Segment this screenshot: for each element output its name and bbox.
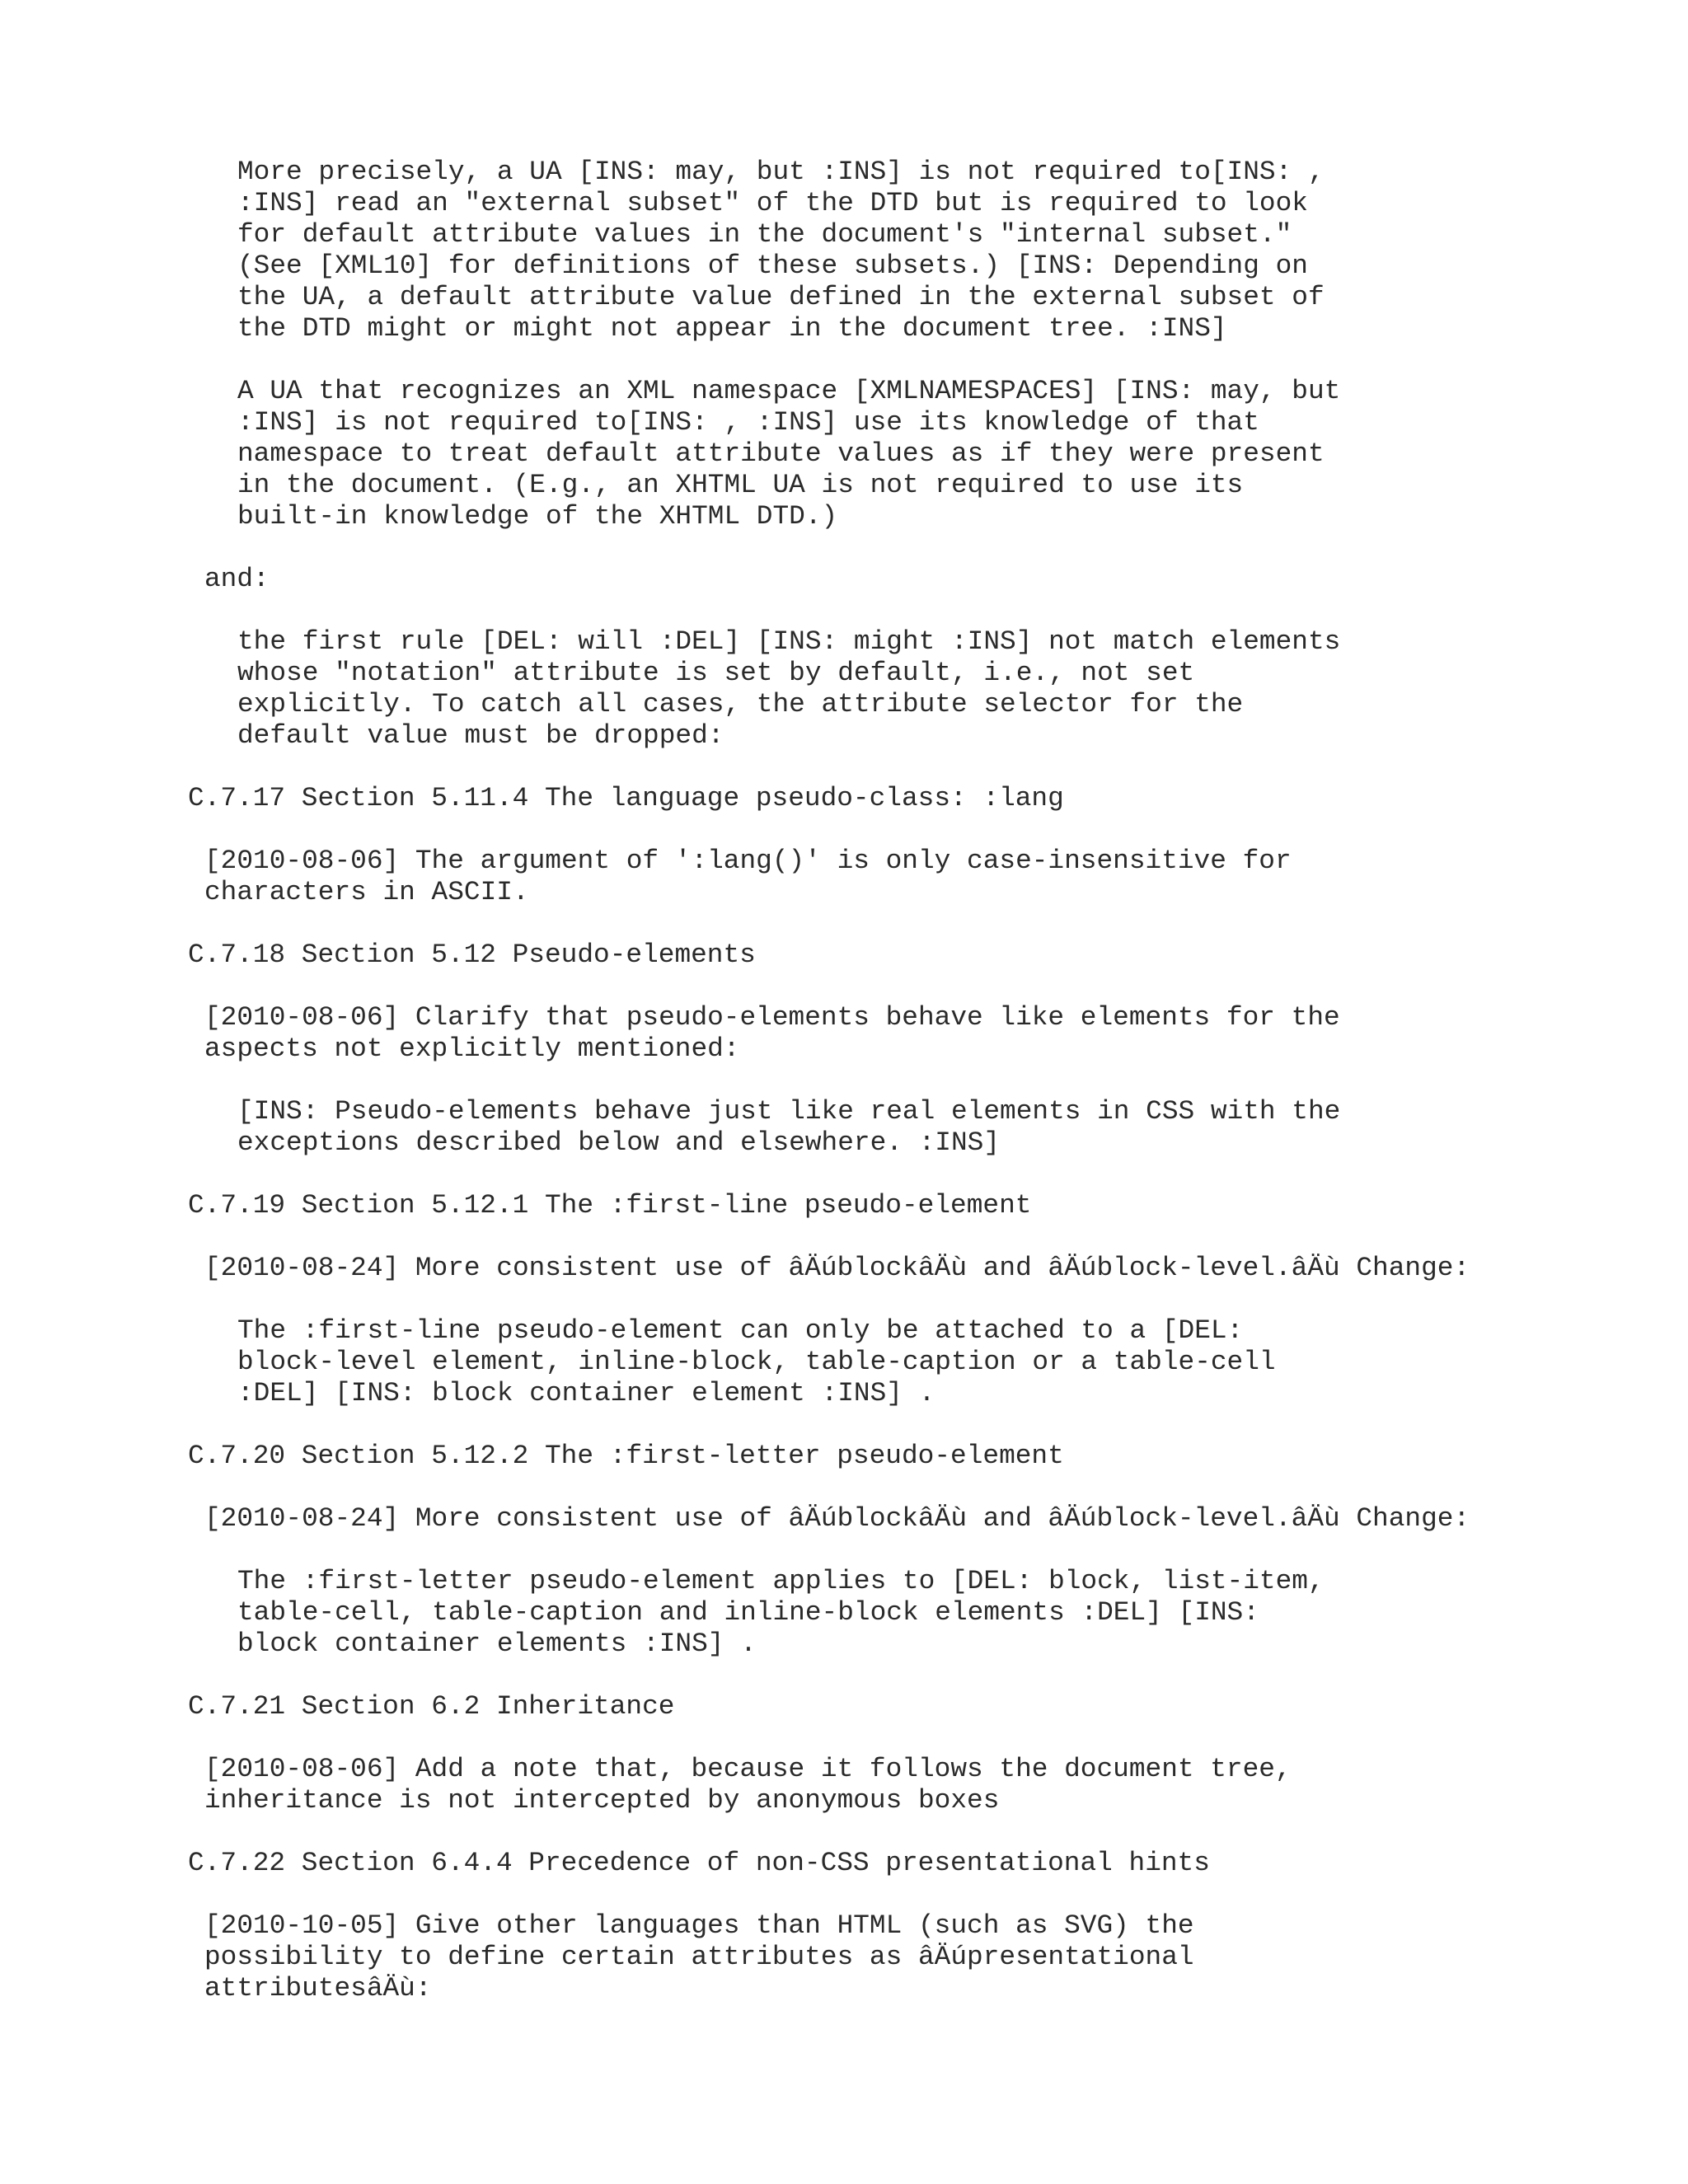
quoted-text-line: More precisely, a UA [INS: may, but :INS] is not required to[INS: , [237,157,1325,187]
quoted-text-line: default value must be dropped: [237,720,724,751]
paragraph-line: characters in ASCII. [204,877,529,907]
quoted-text-line: The :first-letter pseudo-element applies to [DEL: block, list-item, [237,1566,1325,1596]
quoted-text-line: in the document. (E.g., an XHTML UA is not required to use its [237,470,1244,500]
quoted-text-line: The :first-line pseudo-element can only be attached to a [DEL: [237,1315,1244,1346]
paragraph-line: [2010-08-24] More consistent use of âÄúblockâÄù and âÄúblock-level.âÄù Change: [204,1253,1470,1283]
paragraph-line: possibility to define certain attributes as âÄúpresentational [204,1942,1194,1972]
quoted-text-line: table-cell, table-caption and inline-block elements :DEL] [INS: [237,1597,1259,1628]
section-heading: C.7.20 Section 5.12.2 The :first-letter pseudo-element [188,1441,1064,1471]
paragraph-line: attributesâÄù: [204,1973,432,2004]
section-heading: C.7.18 Section 5.12 Pseudo-elements [188,940,756,970]
quoted-text-line: namespace to treat default attribute values as if they were present [237,438,1325,469]
quoted-text-line: A UA that recognizes an XML namespace [XMLNAMESPACES] [INS: may, but [237,376,1341,406]
quoted-text-line: (See [XML10] for definitions of these subsets.) [INS: Depending on [237,251,1308,281]
section-heading: C.7.17 Section 5.11.4 The language pseudo-class: :lang [188,783,1064,813]
quoted-text-line: the first rule [DEL: will :DEL] [INS: might :INS] not match elements [237,626,1341,657]
paragraph-line: and: [204,564,270,594]
quoted-text-line: built-in knowledge of the XHTML DTD.) [237,501,838,532]
section-heading: C.7.19 Section 5.12.1 The :first-line pseudo-element [188,1190,1032,1221]
quoted-text-line: the DTD might or might not appear in the document tree. :INS] [237,313,1227,344]
quoted-text-line: block-level element, inline-block, table-caption or a table-cell [237,1347,1276,1377]
paragraph-line: [2010-08-06] The argument of ':lang()' is only case-insensitive for [204,846,1292,876]
quoted-text-line: :INS] is not required to[INS: , :INS] use its knowledge of that [237,407,1259,438]
section-heading: C.7.22 Section 6.4.4 Precedence of non-CSS presentational hints [188,1848,1210,1878]
quoted-text-line: [INS: Pseudo-elements behave just like real elements in CSS with the [237,1096,1341,1127]
quoted-text-line: explicitly. To catch all cases, the attribute selector for the [237,689,1244,719]
paragraph-line: aspects not explicitly mentioned: [204,1033,740,1064]
paragraph-line: [2010-08-06] Clarify that pseudo-elements behave like elements for the [204,1002,1340,1033]
quoted-text-line: :DEL] [INS: block container element :INS] . [237,1378,935,1408]
quoted-text-line: whose "notation" attribute is set by default, i.e., not set [237,658,1195,688]
quoted-text-line: for default attribute values in the document's "internal subset." [237,219,1292,250]
quoted-text-line: the UA, a default attribute value defined in the external subset of [237,282,1325,312]
paragraph-line: [2010-08-06] Add a note that, because it follows the document tree, [204,1754,1292,1784]
quoted-text-line: :INS] read an "external subset" of the DTD but is required to look [237,188,1308,218]
paragraph-line: [2010-08-24] More consistent use of âÄúblockâÄù and âÄúblock-level.âÄù Change: [204,1503,1470,1534]
paragraph-line: [2010-10-05] Give other languages than HTML (such as SVG) the [204,1910,1194,1941]
paragraph-line: inheritance is not intercepted by anonymous boxes [204,1785,1000,1816]
quoted-text-line: block container elements :INS] . [237,1629,757,1659]
section-heading: C.7.21 Section 6.2 Inheritance [188,1691,675,1722]
quoted-text-line: exceptions described below and elsewhere. :INS] [237,1127,1001,1158]
